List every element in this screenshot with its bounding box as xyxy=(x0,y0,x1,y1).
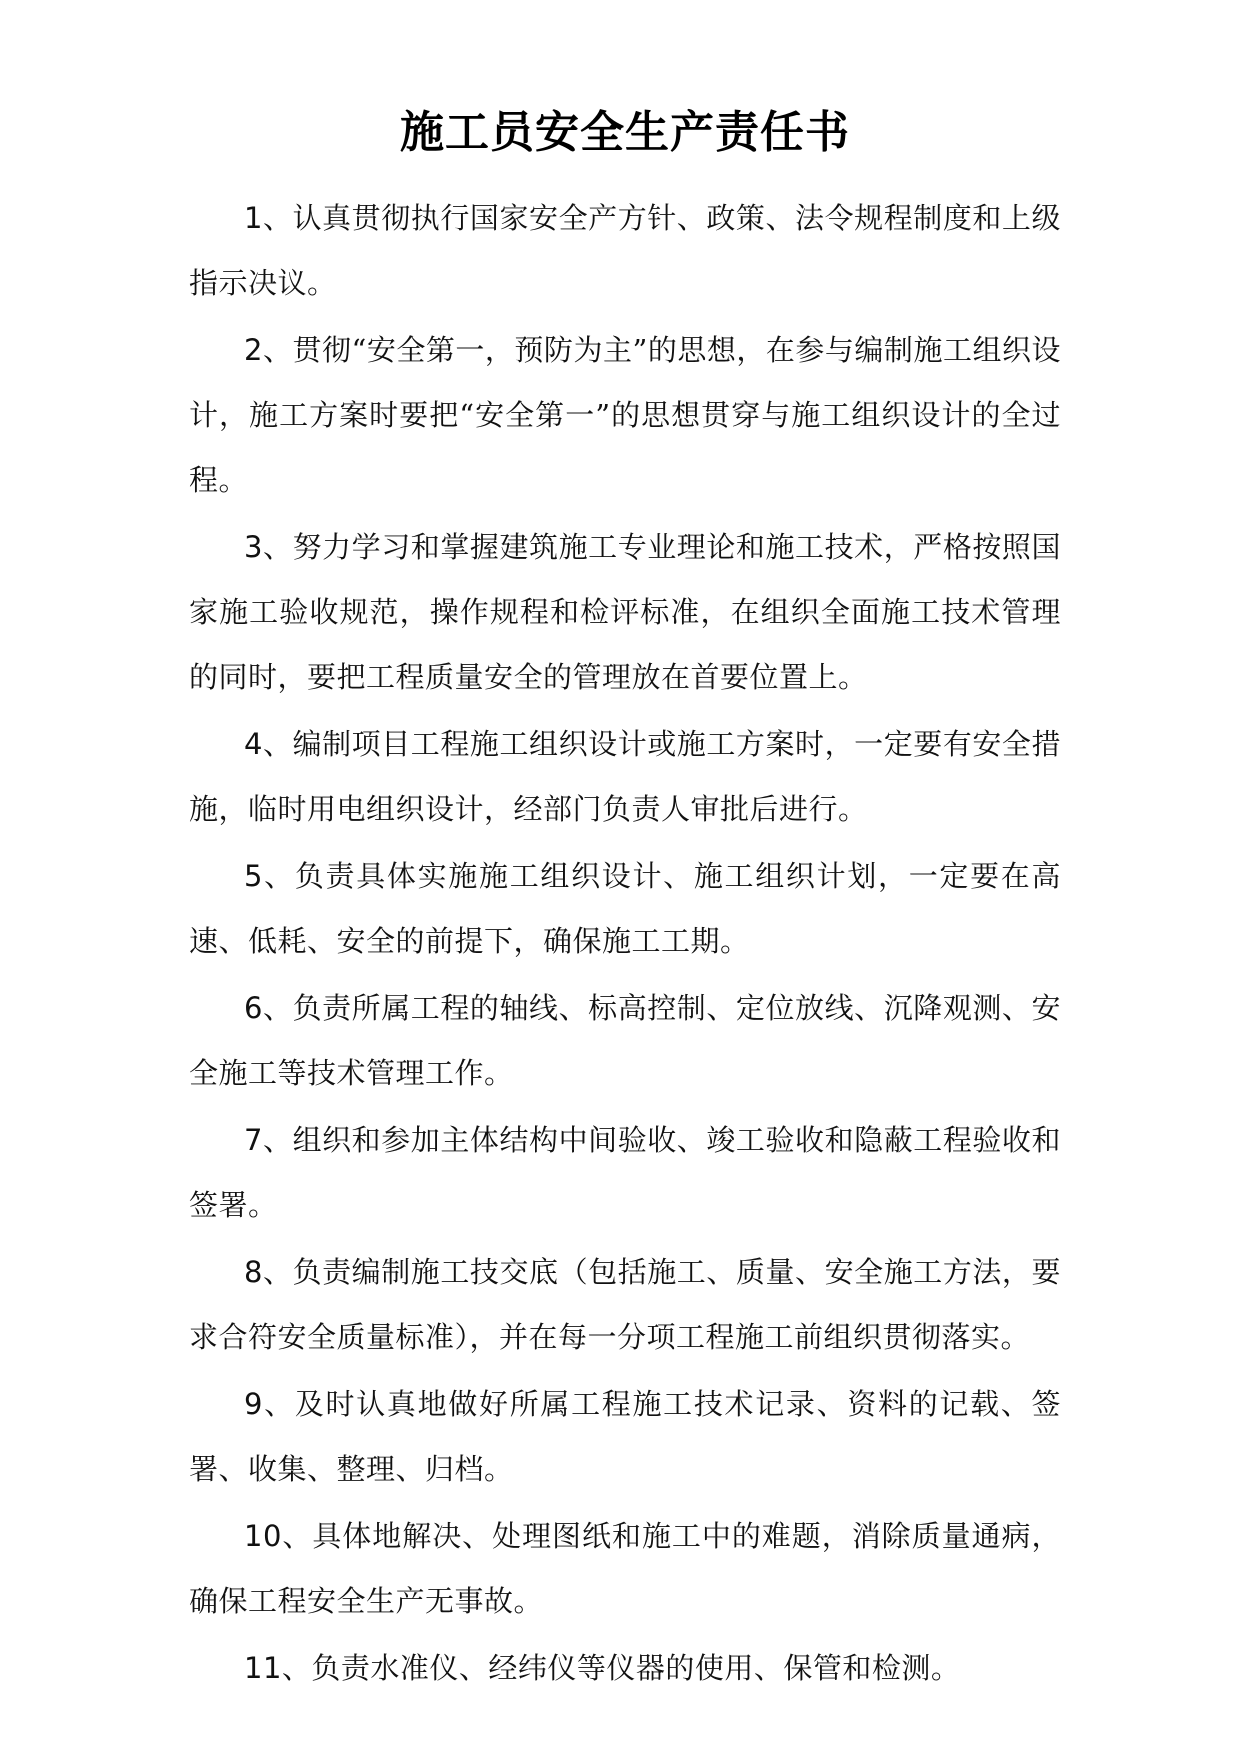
item-text: 、认真贯彻执行国家安全产方针、政策、法令规程制度和上级指示决议。 xyxy=(189,201,1061,300)
item-number: 1 xyxy=(244,201,263,235)
list-item xyxy=(189,1372,1061,1502)
list-item xyxy=(189,1636,1061,1701)
responsibility-list xyxy=(189,186,1061,1701)
item-number: 9 xyxy=(244,1387,263,1421)
list-item xyxy=(189,1240,1061,1370)
list-item xyxy=(189,186,1061,316)
item-number: 3 xyxy=(244,530,263,564)
item-number: 4 xyxy=(244,727,263,761)
list-item xyxy=(189,1504,1061,1634)
document-title: 施工员安全生产责任书 xyxy=(400,107,850,158)
list-item xyxy=(189,515,1061,710)
item-text: 、努力学习和掌握建筑施工专业理论和施工技术，严格按照国家施工验收规范，操作规程和检评标准，在组织全面施工技术管理的同时，要把工程质量安全的管理放在首要位置上。 xyxy=(189,530,1061,694)
item-text: 、负责水准仪、经纬仪等仪器的使用、保管和检测。 xyxy=(281,1651,961,1685)
item-text: 、具体地解决、处理图纸和施工中的难题，消除质量通病，确保工程安全生产无事故。 xyxy=(189,1519,1061,1618)
list-item xyxy=(189,1108,1061,1238)
item-text: 、编制项目工程施工组织设计或施工方案时，一定要有安全措施，临时用电组织设计，经部门负责人审批后进行。 xyxy=(189,727,1061,826)
list-item xyxy=(189,318,1061,513)
list-item xyxy=(189,976,1061,1106)
item-text: 、组织和参加主体结构中间验收、竣工验收和隐蔽工程验收和签署。 xyxy=(189,1123,1061,1222)
item-text: 、贯彻“安全第一，预防为主”的思想，在参与编制施工组织设计，施工方案时要把“安全第一”的思想贯穿与施工组织设计的全过程。 xyxy=(189,333,1061,497)
item-text: 、负责具体实施施工组织设计、施工组织计划，一定要在高速、低耗、安全的前提下，确保施工工期。 xyxy=(189,859,1061,958)
item-number: 5 xyxy=(244,859,263,893)
item-number: 11 xyxy=(244,1651,282,1685)
list-item xyxy=(189,712,1061,842)
item-text: 、及时认真地做好所属工程施工技术记录、资料的记载、签署、收集、整理、归档。 xyxy=(189,1387,1061,1486)
item-number: 6 xyxy=(244,991,263,1025)
item-text: 、负责所属工程的轴线、标高控制、定位放线、沉降观测、安全施工等技术管理工作。 xyxy=(189,991,1061,1090)
item-text: 、负责编制施工技交底（包括施工、质量、安全施工方法，要求合符安全质量标准），并在每一分项工程施工前组织贯彻落实。 xyxy=(189,1255,1061,1354)
item-number: 2 xyxy=(244,333,263,367)
list-item xyxy=(189,844,1061,974)
item-number: 10 xyxy=(244,1519,282,1553)
item-number: 7 xyxy=(244,1123,263,1157)
item-number: 8 xyxy=(244,1255,263,1289)
